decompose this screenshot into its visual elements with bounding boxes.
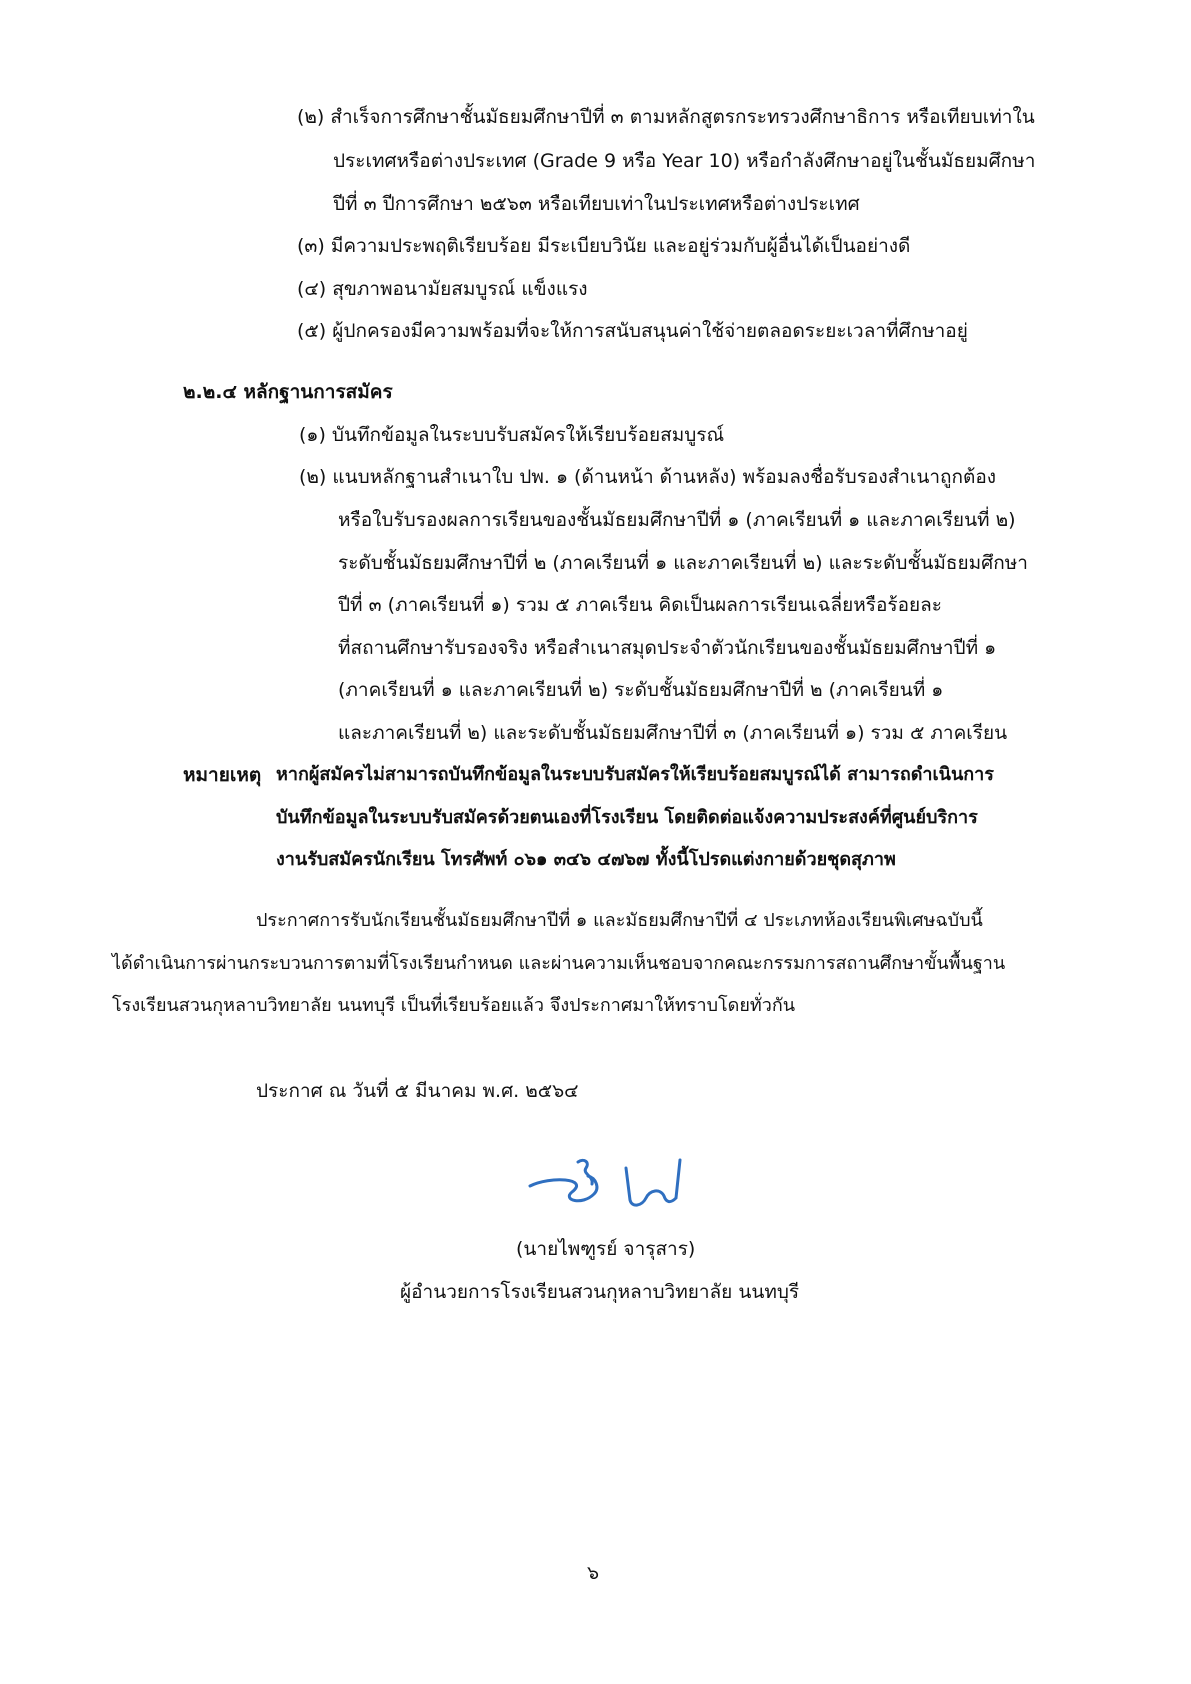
qualification-item-3: (๓) มีความประพฤติเรียบร้อย มีระเบียบวินัย และอยู่ร่วมกับผู้อื่นได้เป็นอย่างดี: [297, 235, 911, 257]
announcement-line-2: ได้ดำเนินการผ่านกระบวนการตามที่โรงเรียนกำหนด และผ่านความเห็นชอบจากคณะกรรมการสถานศึกษาขั้นพื้นฐาน: [112, 953, 1006, 974]
evidence-item-2-line-7: และภาคเรียนที่ ๒) และระดับชั้นมัธยมศึกษาปีที่ ๓ (ภาคเรียนที่ ๑) รวม ๕ ภาคเรียน: [338, 722, 1008, 744]
announcement-line-3: โรงเรียนสวนกุหลาบวิทยาลัย นนทบุรี เป็นที่เรียบร้อยแล้ว จึงประกาศมาให้ทราบโดยทั่วกัน: [112, 995, 796, 1016]
announcement-line-1: ประกาศการรับนักเรียนชั้นมัธยมศึกษาปีที่ ๑ และมัธยมศึกษาปีที่ ๔ ประเภทห้องเรียนพิเศษฉบับนี้: [256, 910, 983, 931]
evidence-item-2-line-1: (๒) แนบหลักฐานสำเนาใบ ปพ. ๑ (ด้านหน้า ด้านหลัง) พร้อมลงชื่อรับรองสำเนาถูกต้อง: [299, 466, 997, 488]
note-line-2: บันทึกข้อมูลในระบบรับสมัครด้วยตนเองที่โรงเรียน โดยติดต่อแจ้งความประสงค์ที่ศูนย์บริการ: [276, 807, 978, 828]
note-label: หมายเหตุ: [183, 764, 262, 786]
announcement-date: ประกาศ ณ วันที่ ๕ มีนาคม พ.ศ. ๒๕๖๔: [256, 1080, 579, 1102]
evidence-item-2-line-4: ปีที่ ๓ (ภาคเรียนที่ ๑) รวม ๕ ภาคเรียน คิดเป็นผลการเรียนเฉลี่ยหรือร้อยละ: [338, 594, 943, 616]
evidence-item-1: (๑) บันทึกข้อมูลในระบบรับสมัครให้เรียบร้อยสมบูรณ์: [299, 424, 725, 446]
evidence-item-2-line-2: หรือใบรับรองผลการเรียนของชั้นมัธยมศึกษาปีที่ ๑ (ภาคเรียนที่ ๑ และภาคเรียนที่ ๒): [338, 509, 1016, 531]
signer-position: ผู้อำนวยการโรงเรียนสวนกุหลาบวิทยาลัย นนทบุรี: [400, 1281, 800, 1303]
qualification-item-4: (๔) สุขภาพอนามัยสมบูรณ์ แข็งแรง: [297, 278, 588, 300]
evidence-item-2-line-6: (ภาคเรียนที่ ๑ และภาคเรียนที่ ๒) ระดับชั้นมัธยมศึกษาปีที่ ๒ (ภาคเรียนที่ ๑: [338, 679, 944, 701]
page-number: ๖: [587, 1562, 600, 1584]
qualification-item-2-line-2: ประเทศหรือต่างประเทศ (Grade 9 หรือ Year 10) หรือกำลังศึกษาอยู่ในชั้นมัธยมศึกษา: [333, 150, 1036, 172]
evidence-item-2-line-3: ระดับชั้นมัธยมศึกษาปีที่ ๒ (ภาคเรียนที่ ๑ และภาคเรียนที่ ๒) และระดับชั้นมัธยมศึกษา: [338, 552, 1028, 574]
note-line-3: งานรับสมัครนักเรียน โทรศัพท์ ๐๖๑ ๓๔๖ ๔๗๖๗ ทั้งนี้โปรดแต่งกายด้วยชุดสุภาพ: [276, 849, 896, 870]
qualification-item-5: (๕) ผู้ปกครองมีความพร้อมที่จะให้การสนับสนุนค่าใช้จ่ายตลอดระยะเวลาที่ศึกษาอยู่: [297, 320, 968, 342]
signature-image: [520, 1148, 700, 1220]
qualification-item-2-line-3: ปีที่ ๓ ปีการศึกษา ๒๕๖๓ หรือเทียบเท่าในประเทศหรือต่างประเทศ: [333, 193, 860, 215]
qualification-item-2-line-1: (๒) สำเร็จการศึกษาชั้นมัธยมศึกษาปีที่ ๓ ตามหลักสูตรกระทรวงศึกษาธิการ หรือเทียบเท่าใน: [297, 106, 1035, 128]
evidence-heading: ๒.๒.๔ หลักฐานการสมัคร: [183, 381, 393, 403]
note-line-1: หากผู้สมัครไม่สามารถบันทึกข้อมูลในระบบรับสมัครให้เรียบร้อยสมบูรณ์ได้ สามารถดำเนินการ: [276, 764, 994, 785]
signer-name: (นายไพฑูรย์ จารุสาร): [516, 1238, 696, 1260]
evidence-item-2-line-5: ที่สถานศึกษารับรองจริง หรือสำเนาสมุดประจำตัวนักเรียนของชั้นมัธยมศึกษาปีที่ ๑: [338, 637, 997, 659]
